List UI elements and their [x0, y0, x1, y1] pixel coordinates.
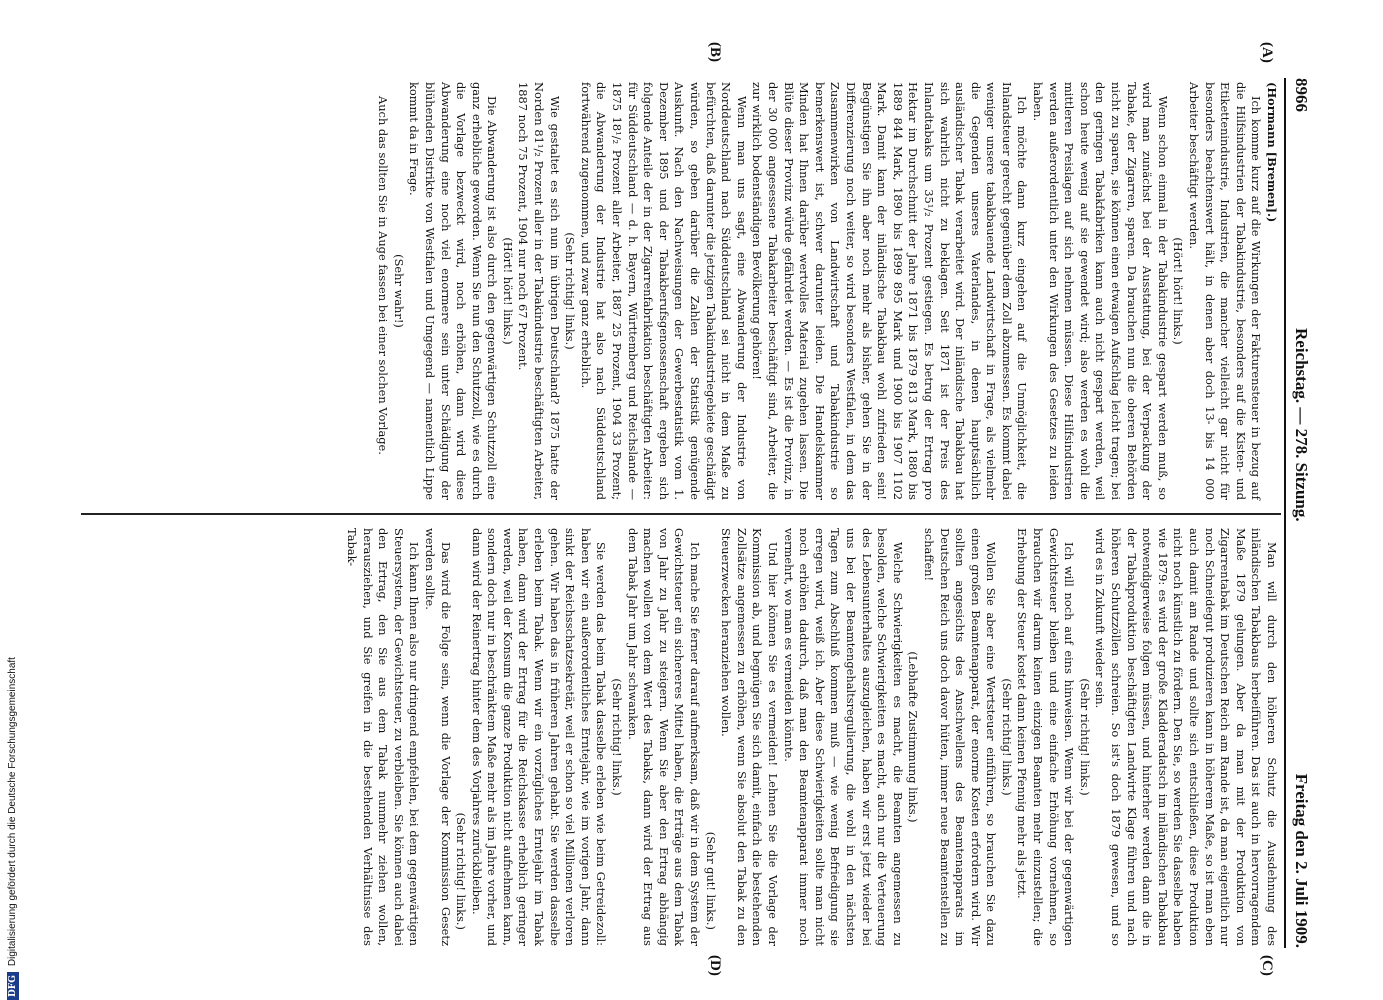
- interjection: (Hört! hört! links.): [1171, 237, 1186, 345]
- digitization-credit: [0, 0, 16, 1000]
- paragraph: Welche Schwierigkeiten es macht, die Beamten angemessen zu besolden, welche Schwierigkeiten es macht, auch nur die Verteuerung des Lebensunterhaltes auszugleichen, haben wir erst jetzt wieder bei uns bei der Beamtengehaltsregulierung, die wohl in den nächsten Tagen zum Abschluß kommen muß — wie wenig Befriedigung sie erregen wird, weiß ich. Aber diese Schwierigkeiten sollte man nicht noch erhöhen dadurch, daß man den Beamtenapparat immer noch vermehrt, wo man es vermeiden könnte.: [781, 528, 905, 946]
- page-header: [1285, 78, 1311, 948]
- paragraph: Und hier können Sie es vermeiden! Lehnen Sie die Vorlage der Kommission ab, und begnügen Sie sich damit, einfach die bestehenden Zollsätze angemessen zu erhöhen, wenn Sie absolut den Tabak zu den Steuerzwecken heranziehen wollen.: [719, 528, 780, 946]
- interjection: (Hört! hört! links.): [500, 237, 515, 345]
- interjection: (Lebhafte Zustimmung links.): [906, 651, 921, 823]
- interjection: (Sehr richtig! links.): [563, 232, 578, 350]
- paragraph: Ich mache Sie ferner darauf aufmerksam, daß wir in dem System der Gewichtsteuer ein sichereres Mittel haben, die Erträge aus dem Tabak von Jahr zu Jahr zu steigern. Wenn Sie aber den Ertrag abhängig machen wollen von dem Wert des Tabaks, dann wird der Ertrag aus dem Tabak Jahr um Jahr schwanken.: [625, 528, 703, 946]
- paragraph: Sie werden das beim Tabak dasselbe erleben wie beim Getreidezoll: haben wir ein außerordentliches Erntejahr, wie im vorigen Jahr, dann sinkt der Reichsschatzsekretär, weil er schon so viel Millionen verloren gehen. Wir haben das in früheren Jahren gehabt. Sie werden dasselbe erleben beim Tabak. Wenn wir ein vorzügliches Erntejahr im Tabak haben, dann wird der Ertrag für die Reichskasse erheblich geringer werden, weil der Konsum die ganze Produktion nicht aufnehmen kann, sondern doch nur in beschränktem Maße mehr als im Jahre vorher, und dann wird der Reinertrag hinter dem des Vorjahres zurückbleiben.: [469, 528, 609, 946]
- session-title: Reichstag. — 278. Sitzung.: [1292, 328, 1311, 522]
- paragraph: Die Abwanderung ist also durch den gegenwärtigen Schutzzoll eine ganz erhebliche geworden. Wenn Sie nun den Schutzzoll, wie es durch die Vorlage bezweckt wird, noch erhöhen, dann wird diese Abwanderung eine noch viel enormere sein unter Schädigung der blühenden Distrikte von Westfalen und Umgegend — namentlich Lippe kommt da in Frage.: [407, 82, 500, 500]
- dfg-logo: DFG: [7, 972, 19, 1000]
- paragraph: Ich kann Ihnen also nur dringend empfehlen, bei dem gegenwärtigen Steuersystem, der Gewichtsteuer, zu verbleiben. Sie können auch dabei den Ertrag, den Sie aus dem Tabak nunmehr ziehen wollen, herausziehen, und Sie greifen in die bestehenden Verhältnisse des Tabak-: [344, 528, 422, 946]
- column-divider: [81, 513, 1281, 515]
- margin-mark-c: (C): [1259, 955, 1275, 976]
- paragraph: Wollen Sie aber eine Wertsteuer einführen, so brauchen Sie dazu einen großen Beamtenapparat, der enorme Kosten erfordern wird. Wir sollten angesichts des Anschwellens des Beamtenapparats im Deutschen Reich uns doch davor hüten, immer neue Beamtenstellen zu schaffen!: [921, 528, 999, 946]
- interjection: (Sehr wahr!): [391, 254, 406, 328]
- paragraph: Man will durch den höheren Schutz die Ausdehnung des inländischen Tabakbaus herbeiführen. Das ist auch in hervorragendem Maße 1879 gelungen. Aber da man mit der Produktion von Zigarrentabak im Deutschen Reich am Rande ist, da man eigentlich nur noch Schneidegut produzieren kann in höherem Maße, so ist man eben auch damit am Rande und sollte sich entschließen, diese Produktion nicht noch künstlich zu fördern. Den Sie, so werden Sie dasselbe haben wie 1879: es wird der große Kladderadatsch im inländischen Tabakbau notwendigerweise folgen müssen, und hinterher werden dann die in der Tabakproduktion beschäftigten Landwirte Klage führen und nach höheren Schutzzöllen schreien. So ist's doch 1879 gewesen, und so wird es in Zukunft wieder sein.: [1093, 528, 1279, 946]
- paragraph: Wenn schon einmal in der Tabakindustrie gespart werden muß, so wird man zunächst bei der Ausstattung, bei der Verpackung der Tabake, der Zigarren, sparen. Da brauchen nun die oberen Behörden nicht zu sparen, sie können einen etwaigen Aufschlag leicht tragen; bei den geringen Tabakfabriken kann auch nicht gespart werden, weil schon heute wenig auf sie gewendet wird; also werden es wohl die mittleren Preislagen auf sich nehmen müssen. Diese Hilfsindustrien werden außerordentlich unter den Wirkungen des Gesetzes zu leiden haben.: [1031, 82, 1170, 500]
- paragraph: Ich will noch auf eins hinweisen. Wenn wir bei der gegenwärtigen Gewichtsteuer bleiben und eine einfache Erhöhung vornehmen, so brauchen wir darum keinen einzigen Beamten mehr einzustellen; die Erhebung der Steuer kostet dann keinen Pfennig mehr als jetzt.: [1015, 528, 1077, 946]
- speaker-name: (Hormann [Bremen].): [1265, 82, 1279, 223]
- paragraph: Ich komme kurz auf die Wirkungen der Fakturensteuer in bezug auf die Hilfsindustrien der Tabakindustrie, besonders auf die Kisten- und Etikettenindustrie, Industrien, die mancher vielleicht gar nicht für besonders beachtenswert hält, in denen aber doch 13- bis 14 000 Arbeiter beschäftigt werden.: [1187, 82, 1264, 500]
- header-rule: [1284, 78, 1286, 948]
- session-date: Freitag den 2. Juli 1909.: [1292, 773, 1311, 948]
- interjection: (Sehr richtig! links.): [999, 678, 1014, 796]
- margin-mark-a: (A): [1259, 42, 1275, 63]
- margin-mark-b: (B): [707, 42, 723, 62]
- paragraph: Ich möchte dann kurz eingehen auf die Unmöglichkeit, die Inlandsteuer gerecht gegenüber dem Zoll abzumessen. Es kommt dabei weniger unsere tabakbauende Landwirtschaft in Frage, als vielmehr die Gegenden unseres Vaterlandes, in denen hauptsächlich ausländischer Tabak verarbeitet wird. Der inländische Tabakbau hat sich wahrlich nicht zu beklagen. Seit 1871 ist der Preis des Inlandtabaks um 35¹/₂ Prozent gestiegen. Es betrug der Ertrag pro Hektar im Durchschnitt der Jahre 1871 bis 1879 813 Mark, 1880 bis 1889 844 Mark, 1890 bis 1899 895 Mark und 1900 bis 1907 1102 Mark. Damit kann der inländische Tabakbau wohl zufrieden sein! Begünstigen Sie ihn aber noch mehr als bisher, gehen Sie in der Differenzierung noch weiter, so wird besonders Westfalen, in dem das Zusammenwirken von Landwirtschaft und Tabakindustrie so bemerkenswert ist, schwer darunter leiden. Die Handelskammer Minden hat Ihnen darüber wertvolles Material zugehen lassen. Die Blüte dieser Provinz würde gefährdet werden. — Es ist die Provinz, in der 30 000 angesessene Tabakarbeiter beschäftigt sind, Arbeiter, die zur wirklich bodenständigen Bevölkerung gehören!: [750, 82, 1030, 500]
- margin-mark-d: (D): [707, 955, 723, 976]
- paragraph: Auch das sollten Sie in Auge fassen bei einer solchen Vorlage.: [376, 96, 391, 455]
- right-column: [343, 528, 1279, 946]
- paragraph: Wie gestaltet es sich nun im übrigen Deutschland? 1875 hatte der Norden 81¹/₂ Prozent aller in der Tabakindustrie beschäftigten Arbeiter, 1887 noch 75 Prozent, 1904 nur noch 67 Prozent.: [516, 82, 562, 500]
- credit-text: Digitalisierung gefördert durch die Deutsche Forschungsgemeinschaft: [7, 657, 18, 967]
- left-column: [375, 82, 1279, 500]
- interjection: (Sehr richtig! links.): [610, 678, 625, 796]
- interjection: (Sehr gut! links.): [703, 831, 718, 930]
- paragraph: Das wird die Folge sein, wenn die Vorlage der Kommission Gesetz werden sollte.: [422, 528, 453, 946]
- interjection: (Sehr richtig! links.): [454, 812, 469, 930]
- page-number: 8966: [1292, 78, 1311, 112]
- paragraph: Wenn man uns sagt, eine Abwanderung der Industrie von Norddeutschland nach Süddeutschland sei nicht in dem Maße zu befürchten, daß darunter die jetzigen Tabakindustriegebiete geschädigt würden, so geben darüber die Zahlen der Statistik genügende Auskunft. Nach den Nachweisungen der Gewerbestatistik vom 1. Dezember 1895 und der Tabakberufsgenossenschaft ergeben sich folgende Anteile der in der Zigarrenfabrikation beschäftigten Arbeiter: für Süddeutschland — d. h. Bayern, Württemberg und Reichslande — 1875 18¹/₂ Prozent aller Arbeiter, 1887 25 Prozent, 1904 33 Prozent; die Abwanderung der Industrie hat also nach Süddeutschland fortwährend zugenommen, und zwar ganz erheblich.: [578, 82, 749, 500]
- interjection: (Sehr richtig! links.): [1077, 678, 1092, 796]
